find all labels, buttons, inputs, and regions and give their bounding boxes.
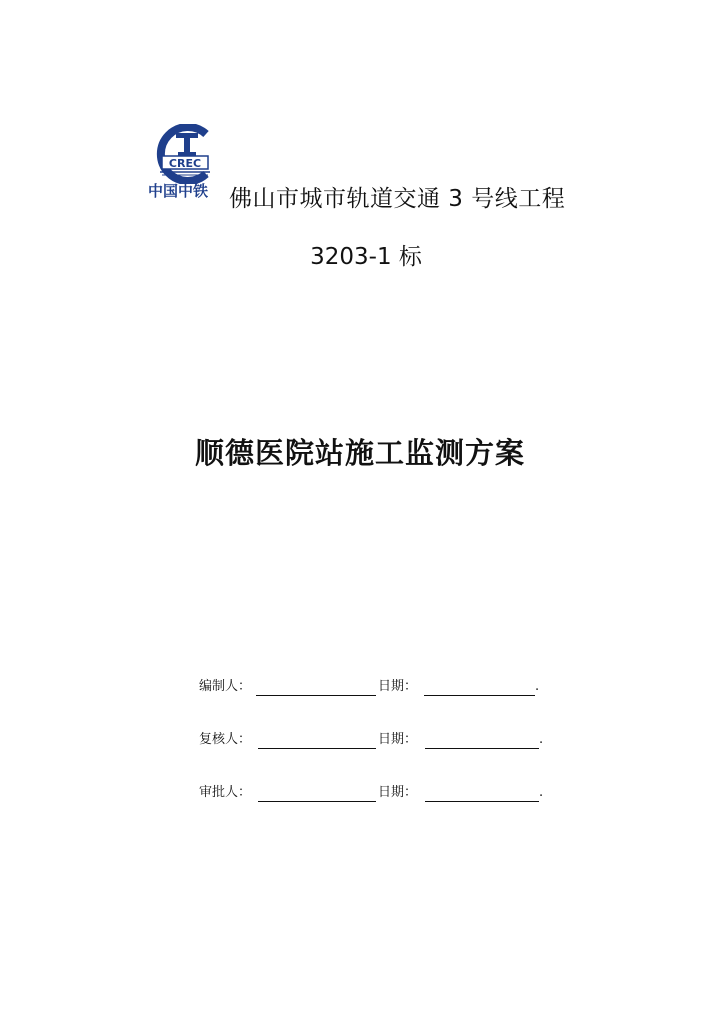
approver-date-label: 日期： — [378, 785, 418, 800]
reviewer-end-mark: . — [539, 732, 544, 747]
crec-emblem — [148, 124, 226, 184]
compiler-label: 编制人： — [199, 679, 252, 694]
reviewer-date-label: 日期： — [378, 732, 418, 747]
reviewer-date-line — [425, 748, 539, 749]
compiler-date-label: 日期： — [378, 679, 418, 694]
reviewer-signature-line — [258, 748, 376, 749]
approver-label: 审批人： — [199, 785, 252, 800]
section-title: 3203-1 标 — [310, 244, 422, 270]
approver-signature-line — [258, 801, 376, 802]
approver-date-line — [425, 801, 539, 802]
compiler-date-line — [424, 695, 535, 696]
document-title: 顺德医院站施工监测方案 — [194, 436, 525, 470]
approver-end-mark: . — [539, 785, 544, 800]
emblem-text: CREC — [168, 157, 202, 170]
compiler-signature-line — [256, 695, 376, 696]
reviewer-label: 复核人： — [199, 732, 252, 747]
compiler-end-mark: . — [535, 679, 540, 694]
logo-caption: 中国中铁 — [148, 182, 209, 200]
project-title: 佛山市城市轨道交通 3 号线工程 — [229, 186, 566, 212]
